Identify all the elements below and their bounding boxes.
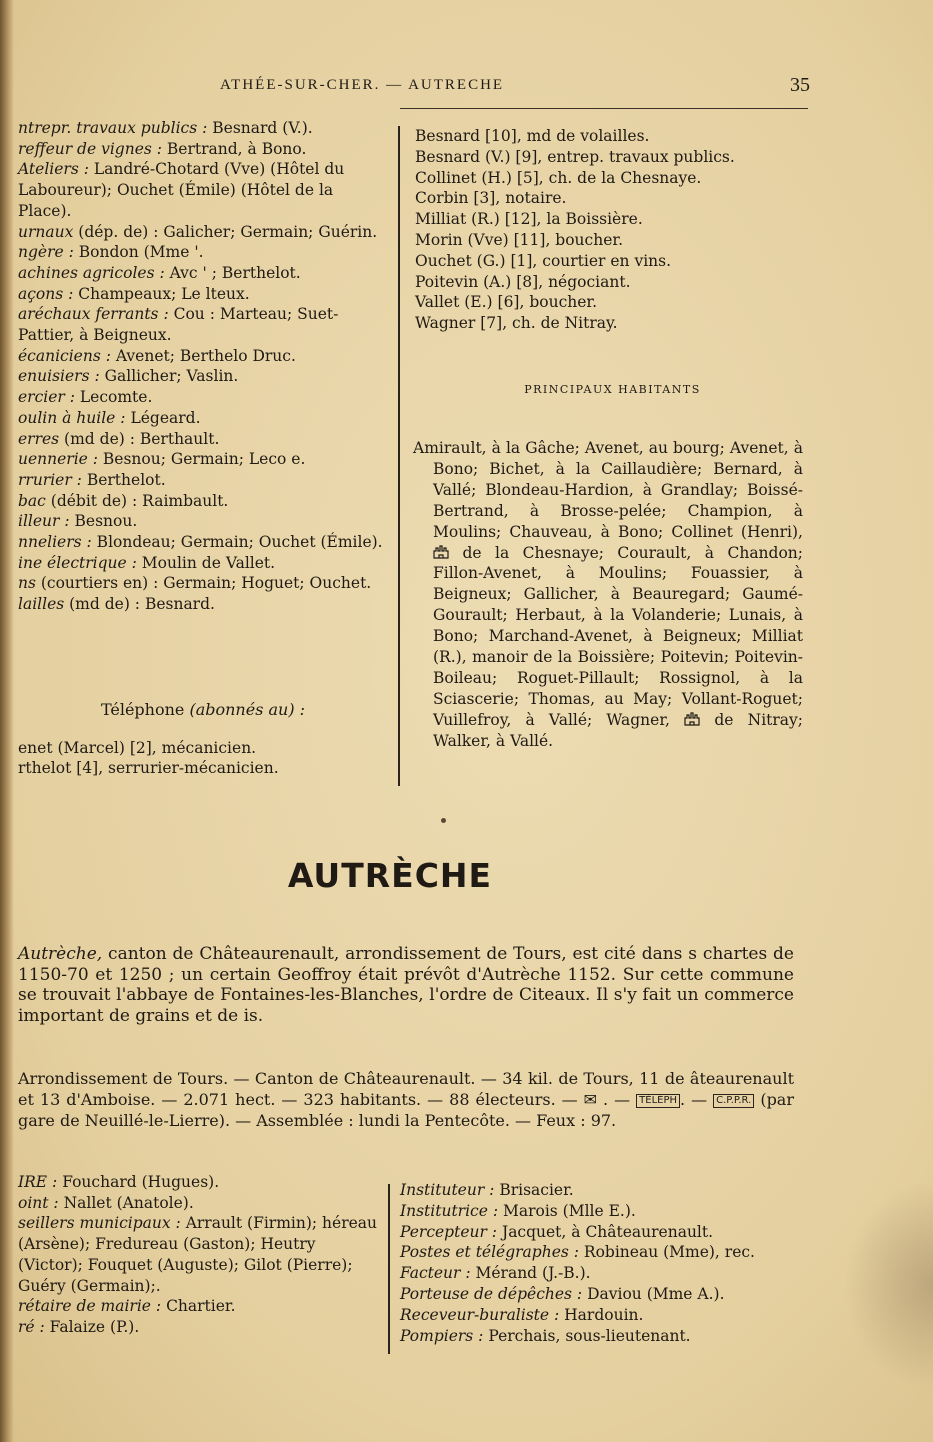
entry-text: Cou : Marteau; Suet-Pattier, à Beigneux. [18,305,339,345]
castle-icon [433,545,449,559]
entry-label: IRE : [18,1173,58,1191]
list-item: Morin (Vve) [11], boucher. [415,230,624,249]
list-item: Vallet (E.) [6], boucher. [415,293,598,312]
entry-text: Légeard. [125,408,201,427]
list-item [18,573,388,594]
entry-text: Brisacier. [494,1181,574,1199]
list-item [400,1242,800,1263]
list-item [18,263,388,284]
list-item [18,470,388,491]
telephone-list [18,738,388,778]
entry-label: oulin à huile : [18,408,126,427]
list-item [18,1317,378,1338]
entry-label: illeur : [18,512,70,531]
list-item: Corbin [3], notaire. [415,189,567,208]
list-item [18,532,388,553]
entry-text: Robineau (Mme), rec. [578,1243,755,1262]
entry-label: ine électrique : [18,553,137,572]
entry-text: Chartier. [161,1297,236,1316]
castle-icon [684,712,700,726]
entry-label: Postes et télégraphes : [400,1243,579,1262]
telephone-title: Téléphone [100,700,185,719]
list-item: Besnard [10], md de volailles. [415,127,650,145]
ornament-dot [441,818,446,823]
list-item [18,594,388,615]
entry-label: Instituteur : [400,1181,495,1199]
list-item [18,511,388,532]
entry-label: écaniciens : [18,346,111,365]
entry-label: lailles [18,595,65,614]
entry-label: ngère : [18,243,74,262]
column-divider-top [398,126,400,786]
entry-text: Besnou; Germain; Leco e. [97,450,306,469]
principaux-text: Amirault, à la Gâche; Avenet, au bourg; Avenet, à Bono; Bichet, à la Caillaudière; Bernard, à Vallé; Blondeau-Hardion, à Grandlay; Boissé-Bertrand, à Brosse-pelée; Champion, à Moulins; Chauveau, à Bono; Collinet (Henri), [413,439,803,541]
entry-text: Besnou. [69,512,138,531]
entry-text: (débit de) : Raimbault. [45,491,229,510]
paper-stain [843,1180,933,1390]
entry-text: Fouchard (Hugues). [57,1173,220,1191]
list-item [400,1263,800,1284]
admin-text: . — [680,1090,714,1109]
entry-text: Bertrand, à Bono. [161,139,307,158]
list-item [18,449,388,470]
list-item [18,222,388,243]
entry-text: Landré-Chotard (Vve) (Hôtel du Laboureur); Ouchet (Émile) (Hôtel de la Place). [18,160,345,220]
list-item [18,304,388,345]
entry-text: (courtiers en) : Germain; Hoguet; Ouchet. [35,574,372,593]
running-title: ATHÉE-SUR-CHER. — AUTRECHE [220,77,505,93]
list-item: Poitevin (A.) [8], négociant. [415,272,631,291]
entry-text: Jacquet, à Châteaurenault. [497,1222,714,1241]
entry-label: bac [18,491,46,510]
entry-label: Institutrice : [400,1201,499,1220]
entry-label: rétaire de mairie : [18,1297,162,1316]
list-item [18,284,388,305]
list-item [18,1296,378,1317]
principaux-heading: PRINCIPAUX HABITANTS [524,383,701,396]
municipal-council [18,1172,378,1338]
list-item [18,139,388,160]
entry-text: Nallet (Anatole). [58,1193,194,1212]
public-services [400,1180,800,1346]
telephone-heading [18,700,388,719]
list-item [18,118,388,139]
entry-label: seillers municipaux : [18,1214,181,1233]
list-item [18,1213,378,1296]
list-item [18,491,388,512]
list-item [18,429,388,450]
entry-text: Lecomte. [74,388,153,407]
list-item [18,159,388,221]
list-item [400,1201,800,1222]
entry-text: (dép. de) : Galicher; Germain; Guérin. [73,222,378,241]
list-item [18,553,388,574]
list-item: Besnard (V.) [9], entrep. travaux publics. [415,147,735,166]
list-item [400,1284,800,1305]
entry-label: urnaux [18,222,74,241]
entry-label: rrurier : [18,470,82,489]
entry-text: Besnard (V.). [207,119,313,137]
list-item: Collinet (H.) [5], ch. de la Chesnaye. [415,168,702,187]
page-number: 35 [790,74,810,96]
telephone-subtitle: (abonnés au) : [189,700,306,719]
intro-lead: Autrèche, [18,944,103,964]
intro-paragraph [18,944,794,1026]
entry-text: Avc ' ; Berthelot. [164,263,301,282]
list-item [400,1326,800,1347]
list-item [18,346,388,367]
list-item [18,366,388,387]
entry-text: Bondon (Mme '. [73,243,204,262]
list-item [18,242,388,263]
list-item [400,1180,800,1201]
entry-text: Marois (Mlle E.). [498,1201,636,1220]
principaux-text: de Nitray; Walker, à Vallé. [433,710,804,750]
subscriber-list [415,126,810,334]
entry-text: Moulin de Vallet. [136,553,276,572]
entry-label: Receveur-buraliste : [400,1305,560,1324]
column-divider-bottom [388,1184,390,1354]
entry-label: reffeur de vignes : [18,139,162,158]
admin-paragraph [18,1068,794,1131]
list-item: Milliat (R.) [12], la Boissière. [415,210,643,229]
entry-text: Avenet; Berthelo Druc. [110,346,296,365]
entry-label: aréchaux ferrants : [18,305,169,324]
entry-label: Percepteur : [400,1222,498,1241]
list-item [400,1305,800,1326]
list-item [18,387,388,408]
admin-text: . — [597,1090,637,1109]
entry-label: Ateliers : [18,160,89,179]
entry-text: (md de) : Berthault. [59,429,220,448]
entry-label: oint : [18,1193,59,1212]
admin-text: Arrondissement de Tours. — Canton de Châteaurenault. — 34 kil. de Tours, 11 de âteaurenault et 13 d'Amboise. — 2.071 hect. — 323 habitants. — 88 électeurs. — [18,1069,794,1109]
running-header [220,74,810,102]
entry-text: (md de) : Besnard. [64,595,215,614]
entry-label: Porteuse de dépêches : [400,1284,583,1303]
principaux-text: de la Chesnaye; Courault, à Chandon; Fillon-Avenet, à Moulins; Fouassier, à Beigneux; Gallicher, à Beauregard; Gaumé-Gourault; Herbaut, à la Volanderie; Lunais, à Bono; Marchand-Avenet, à Beigneux; Milliat (R.), manoir de la Boissière; Poitevin; Poitevin-Boileau; Roguet-Pillault; Rossignol, à la Sciascerie; Thomas, au May; Vollant-Roguet; Vuillefroy, à Vallé; Wagner, [433,543,803,729]
entry-text: Berthelot. [81,470,166,489]
section-title: AUTRÈCHE [287,856,493,895]
intro-text: canton de Châteaurenault, arrondissement de Tours, est cité dans s chartes de 1150-70 et 1250 ; un certain Geoffroy était prévôt d'Autrèche 1152. Sur cette commune se trouvait l'abbaye de Fontaines-les-Blanches, l'ordre de Citeaux. Il s'y fait un commerce important de grains et de is. [18,944,794,1026]
entry-label: Facteur : [400,1264,471,1283]
telephone-badge: TÉLÉPH [636,1094,680,1108]
cppr-badge: C.P.P.R. [713,1094,754,1108]
entry-text: Daviou (Mme A.). [582,1284,725,1303]
entry-label: enuisiers : [18,367,100,386]
entry-text: Arrault (Firmin); héreau (Arsène); Fredureau (Gaston); Heutry (Victor); Fouquet (Auguste); Gilot (Pierre); Guéry (Germain);. [18,1214,378,1295]
list-item [400,1222,800,1243]
entry-text: Gallicher; Vaslin. [99,367,239,386]
list-item [18,408,388,429]
entry-text: Perchais, sous-lieutenant. [483,1326,691,1345]
trade-directory [18,118,388,615]
entry-text: Champeaux; Le lteux. [73,284,250,303]
post-office-icon: ✉ [583,1090,598,1109]
entry-text: Hardouin. [559,1305,644,1324]
list-item: Wagner [7], ch. de Nitray. [415,314,618,333]
entry-label: ré : [18,1317,45,1336]
entry-label: erres [18,429,60,448]
list-item: Ouchet (G.) [1], courtier en vins. [415,251,672,270]
list-item: rthelot [4], serrurier-mécanicien. [18,759,279,777]
list-item [18,1172,378,1193]
entry-label: uennerie : [18,450,98,469]
entry-text: Blondeau; Germain; Ouchet (Émile). [91,533,383,552]
admin-text: (par gare de Neuillé-le-Lierre). — Assemblée : lundi la Pentecôte. — Feux : 97. [18,1090,794,1130]
entry-label: achines agricoles : [18,263,165,282]
header-rule [400,108,808,109]
list-item: enet (Marcel) [2], mécanicien. [18,739,257,757]
entry-label: ns [18,574,36,593]
entry-text: Falaize (P.). [44,1317,140,1336]
entry-label: ercier : [18,388,75,407]
entry-label: Pompiers : [400,1326,484,1345]
principaux-habitants [413,438,803,752]
list-item [18,1193,378,1214]
entry-text: Mérand (J.-B.). [470,1264,591,1283]
entry-label: nneliers : [18,533,92,552]
entry-label: açons : [18,284,74,303]
entry-label: ntrepr. travaux publics : [18,119,208,137]
binding-gutter [0,0,14,1442]
